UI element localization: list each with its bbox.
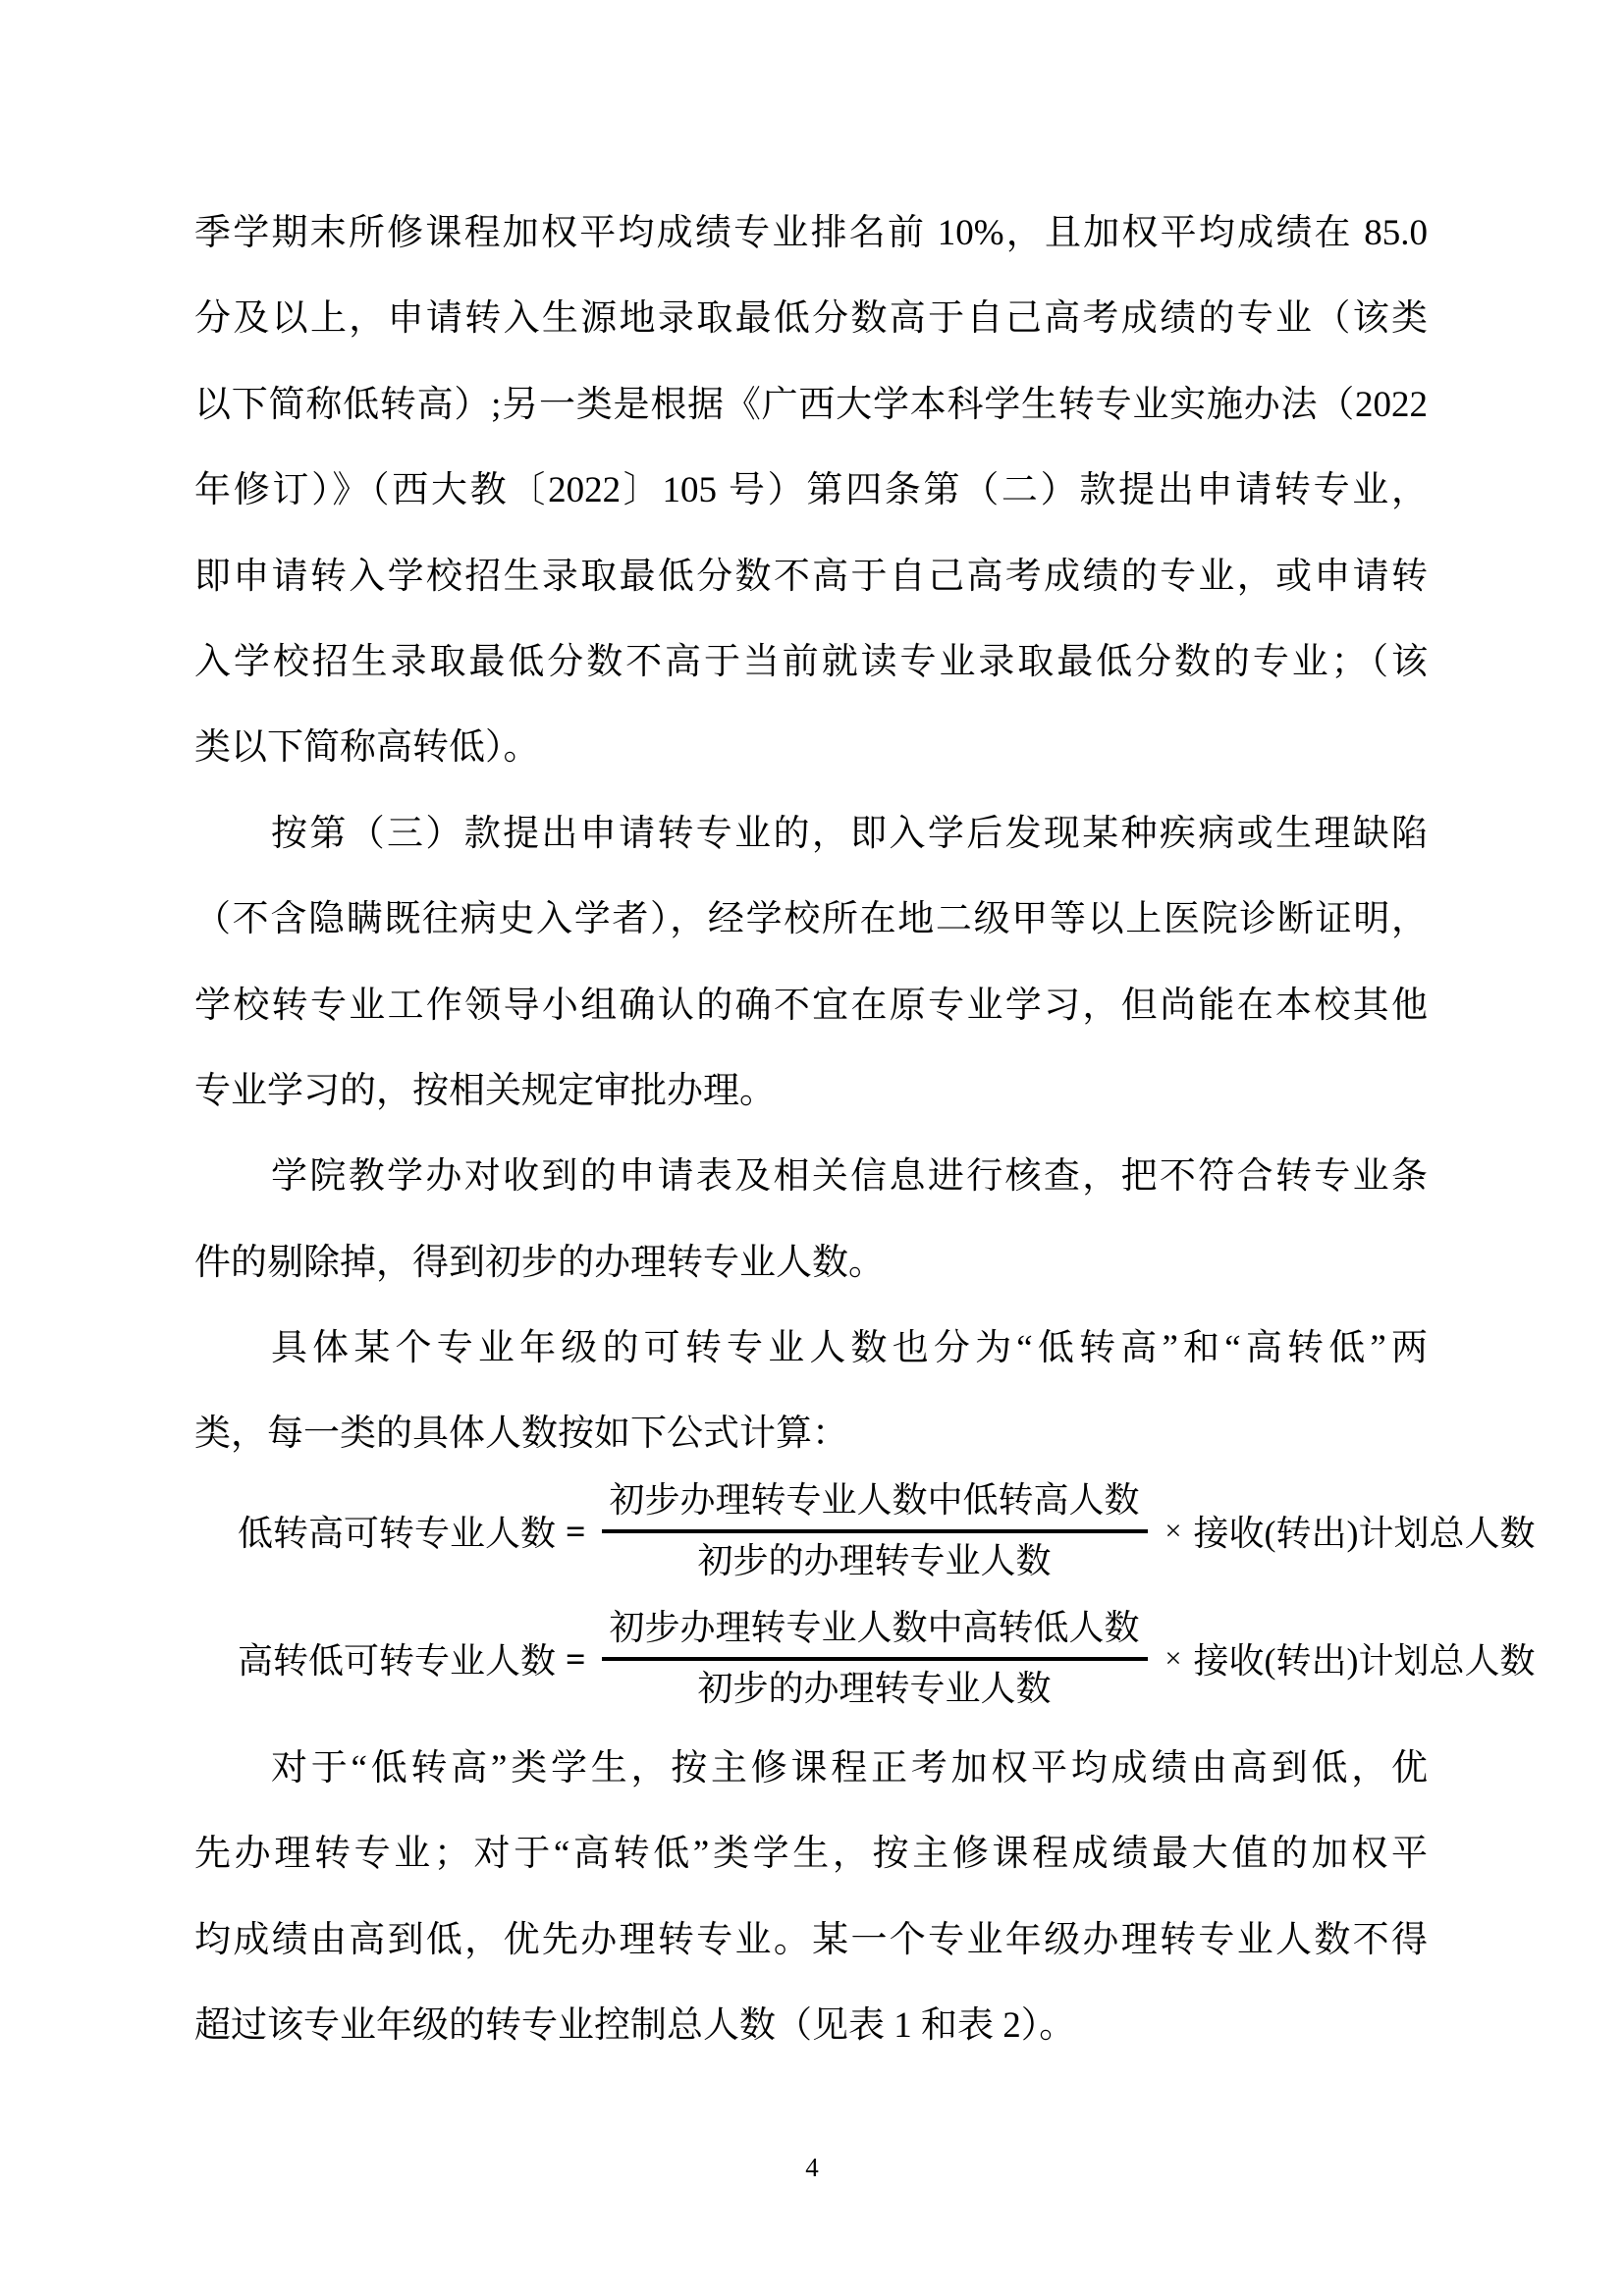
text-line: 学院教学办对收到的申请表及相关信息进行核查，把不符合转专业条: [271, 1156, 1428, 1198]
text-line: 超过该专业年级的转专业控制总人数（见表 1 和表 2）。: [194, 2005, 1076, 2047]
text-line: 学校转专业工作领导小组确认的确不宜在原专业学习，但尚能在本校其他: [194, 985, 1428, 1026]
text-line: 季学期末所修课程加权平均成绩专业排名前 10%，且加权平均成绩在 85.0: [194, 213, 1428, 253]
equals-sign: =: [566, 1511, 586, 1551]
equals-sign: =: [566, 1638, 586, 1679]
fraction-numerator: 初步办理转专业人数中低转高人数: [602, 1480, 1148, 1532]
formula-rhs: 接收(转出)计划总人数: [1193, 1514, 1536, 1554]
fraction: [602, 1480, 1148, 1581]
text-line: 年修订）》（西大教〔2022〕105 号）第四条第（二）款提出申请转专业，: [194, 470, 1428, 511]
page-number: 4: [805, 2153, 819, 2182]
paragraph: [194, 1306, 1428, 1477]
formula-high-to-low: [194, 1605, 1536, 1713]
text-line: 类以下简称高转低）。: [194, 727, 540, 769]
paragraph: [194, 1134, 1428, 1306]
document-content: [194, 190, 1536, 2068]
fraction-denominator: 初步的办理转专业人数: [697, 1540, 1052, 1580]
text-line: 即申请转入学校招生录取最低分数不高于自己高考成绩的专业，或申请转: [194, 556, 1428, 597]
text-line: 专业学习的，按相关规定审批办理。: [194, 1070, 776, 1111]
text-line: （不含隐瞒既往病史入学者），经学校所在地二级甲等以上医院诊断证明，: [194, 899, 1428, 940]
formula-rhs: 接收(转出)计划总人数: [1193, 1641, 1536, 1682]
text-line: 以下简称低转高）;另一类是根据《广西大学本科学生转专业实施办法（2022: [194, 384, 1428, 425]
fraction: [602, 1608, 1148, 1709]
text-line: 具体某个专业年级的可转专业人数也分为“低转高”和“高转低”两: [271, 1328, 1428, 1369]
text-line: 入学校招生录取最低分数不高于当前就读专业录取最低分数的专业；（该: [194, 641, 1428, 682]
text-line: 分及以上，申请转入生源地录取最低分数高于自己高考成绩的专业（该类: [194, 298, 1428, 340]
paragraph: [194, 190, 1428, 791]
paragraph: [194, 1726, 1428, 2069]
text-line: 件的剔除掉，得到初步的办理转专业人数。: [194, 1242, 885, 1283]
paragraph: [194, 791, 1428, 1135]
text-line: 均成绩由高到低，优先办理转专业。某一个专业年级办理转专业人数不得: [194, 1919, 1428, 1960]
formula-lhs: 低转高可转专业人数: [238, 1514, 557, 1554]
formula-lhs: 高转低可转专业人数: [238, 1641, 557, 1682]
multiply-sign: ×: [1164, 1514, 1182, 1547]
formula-low-to-high: [194, 1477, 1536, 1585]
text-line: 按第（三）款提出申请转专业的，即入学后发现某种疾病或生理缺陷: [271, 813, 1428, 854]
text-line: 先办理转专业；对于“高转低”类学生，按主修课程成绩最大值的加权平: [194, 1834, 1428, 1875]
fraction-denominator: 初步的办理转专业人数: [697, 1668, 1052, 1708]
multiply-sign: ×: [1164, 1641, 1182, 1675]
fraction-numerator: 初步办理转专业人数中高转低人数: [602, 1608, 1148, 1660]
text-line: 类，每一类的具体人数按如下公式计算：: [194, 1414, 848, 1455]
text-line: 对于“低转高”类学生，按主修课程正考加权平均成绩由高到低，优: [271, 1747, 1428, 1789]
